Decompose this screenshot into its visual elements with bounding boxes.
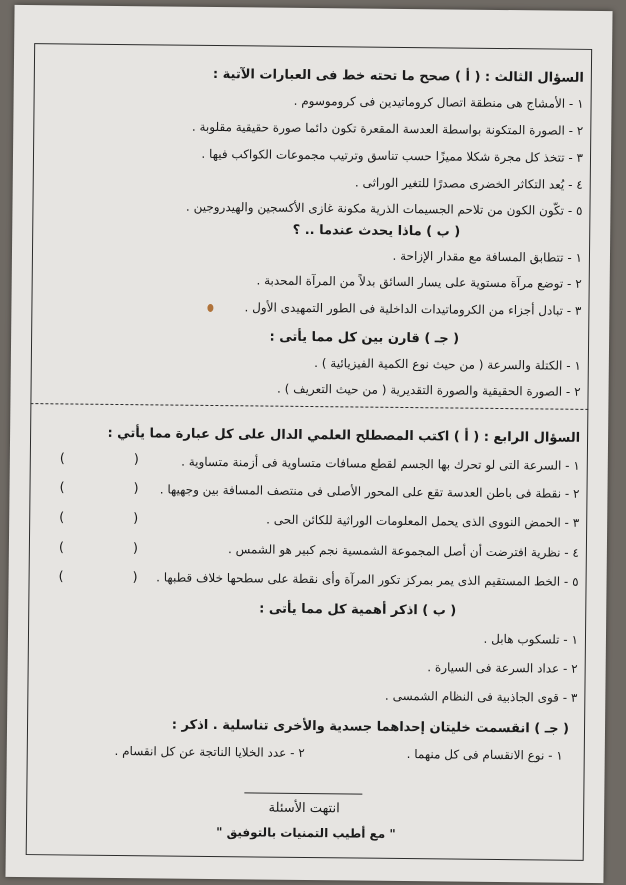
q4-item-1: ١ - السرعة التى لو تحرك بها الجسم لقطع مسافات متساوية فى أزمنة متساوية . xyxy=(181,454,580,473)
answer-paren-open-1: ( xyxy=(59,451,65,467)
q4-item-4: ٤ - نظرية افترضت أن أصل المجموعة الشمسية نجم كبير هو الشمس . xyxy=(227,542,579,560)
q4-b-title: ( ب ) اذكر أهمية كل مما يأتى : xyxy=(259,601,457,619)
answer-paren-open-3: ( xyxy=(59,510,65,526)
q4-c-title: ( جـ ) انقسمت خليتان إحداهما جسدية والأخرى تناسلية . اذكر : xyxy=(171,717,570,737)
answer-paren-close-4: ) xyxy=(132,541,139,557)
q4-c-item-2: ٢ - عدد الخلايا الناتجة عن كل انقسام . xyxy=(114,743,305,760)
good-luck-wish: " مع أطيب التمنيات بالتوفيق " xyxy=(216,825,396,841)
q3-item-2: ٢ - الصورة المتكونة بواسطة العدسة المقعرة تكون دائما صورة حقيقية مقلوبة . xyxy=(191,119,584,138)
q4-title: السؤال الرابع : ( أ ) اكتب المصطلح العلمي الدال على كل عبارة مما يأتي : xyxy=(107,425,581,446)
q3-c-item-2: ٢ - الصورة الحقيقية والصورة التقديرية ( من حيث التعريف ) . xyxy=(276,381,581,399)
q3-item-3: ٣ - تتخذ كل مجرة شكلا مميزًا حسب تناسق وترتيب مجموعات الكواكب فيها . xyxy=(201,146,584,165)
q3-b-title: ( ب ) ماذا يحدث عندما .. ؟ xyxy=(292,222,461,240)
q4-item-2: ٢ - نقطة فى باطن العدسة تقع على المحور الأصلى فى منتصف المسافة بين وجهيها . xyxy=(159,482,580,501)
q4-item-5: ٥ - الخط المستقيم الذى يمر بمركز تكور المرآة وأى نقطة على سطحها خلاف قطبها . xyxy=(156,570,579,589)
q4-c-item-1: ١ - نوع الانقسام فى كل منهما . xyxy=(406,747,563,763)
q3-item-4: ٤ - يُعد التكاثر الخضرى مصدرًا للتغير الوراثى . xyxy=(354,175,583,192)
end-of-questions: انتهت الأسئلة xyxy=(268,800,340,817)
q3-b-item-2: ٢ - توضع مرآة مستوية على يسار السائق بدلاً من المرآة المحدبة . xyxy=(256,273,582,291)
q4-b-item-2: ٢ - عداد السرعة فى السيارة . xyxy=(427,660,578,676)
answer-paren-close-2: ) xyxy=(133,481,139,497)
page-border xyxy=(26,43,592,861)
q3-b-item-1: ١ - تتطابق المسافة مع مقدار الإزاحة . xyxy=(392,248,583,265)
q4-item-3: ٣ - الحمض النووى الذى يحمل المعلومات الوراثية للكائن الحى . xyxy=(266,512,580,530)
q3-title: السؤال الثالث : ( أ ) صحح ما تحته خط فى العبارات الآتية : xyxy=(212,66,584,86)
answer-paren-open-5: ( xyxy=(58,569,64,585)
q4-b-item-3: ٣ - قوى الجاذبية فى النظام الشمسى . xyxy=(384,688,578,705)
answer-paren-open-4: ( xyxy=(58,540,65,556)
q3-item-1: ١ - الأمشاج هى منطقة اتصال كروماتيدين فى كروموسوم . xyxy=(293,93,584,111)
answer-paren-open-2: ( xyxy=(59,480,65,496)
q3-b-item-3: ٣ - تبادل أجزاء من الكروماتيدات الداخلية فى الطور التمهيدى الأول . xyxy=(244,300,582,318)
exam-paper xyxy=(5,5,612,883)
q4-b-item-1: ١ - تلسكوب هابل . xyxy=(483,631,579,647)
q3-c-item-1: ١ - الكتلة والسرعة ( من حيث نوع الكمية الفيزيائية ) . xyxy=(314,356,581,373)
answer-paren-close-3: ) xyxy=(133,511,139,527)
q3-item-5: ٥ - تكّون الكون من تلاحم الجسيمات الذرية مكونة غازى الأكسجين والهيدروجين . xyxy=(185,199,583,218)
answer-paren-close-1: ) xyxy=(133,452,139,468)
answer-paren-close-5: ) xyxy=(132,570,138,586)
q3-c-title: ( جـ ) قارن بين كل مما يأتى : xyxy=(269,329,460,347)
